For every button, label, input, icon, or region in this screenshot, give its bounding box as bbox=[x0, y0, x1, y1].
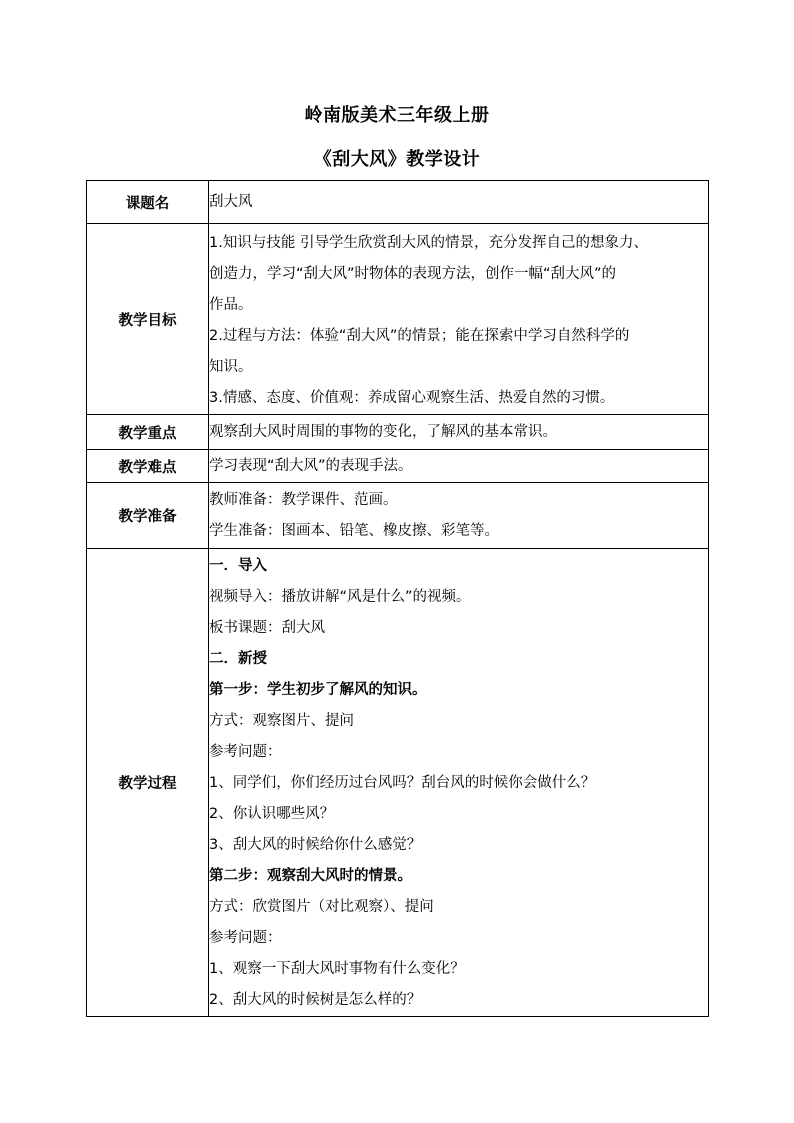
goal-line: 3.情感、态度、价值观：养成留心观察生活、热爱自然的习惯。 bbox=[209, 390, 615, 406]
process-line: 方式：欣赏图片（对比观察）、提问 bbox=[209, 898, 434, 915]
document-subtitle: 《刮大风》教学设计 bbox=[313, 149, 481, 170]
preparation-line: 教师准备：教学课件、范画。 bbox=[209, 491, 398, 508]
goal-line: 2.过程与方法：体验“刮大风”的情景；能在探索中学习自然科学的 bbox=[209, 328, 630, 344]
goal-line: 知识。 bbox=[209, 359, 253, 375]
lesson-plan-table bbox=[86, 180, 709, 1017]
process-line: 参考问题： bbox=[209, 929, 282, 946]
process-line: 方式：观察图片、提问 bbox=[209, 712, 354, 729]
process-line: 1、观察一下刮大风时事物有什么变化？ bbox=[209, 960, 465, 977]
table-row-preparation bbox=[87, 483, 709, 549]
process-line: 板书课题：刮大风 bbox=[209, 619, 325, 636]
topic-value bbox=[209, 181, 709, 224]
goal-line: 1.知识与技能 引导学生欣赏刮大风的情景，充分发挥自己的想象力、 bbox=[209, 235, 648, 251]
process-line: 1、同学们，你们经历过台风吗？刮台风的时候你会做什么？ bbox=[209, 774, 596, 791]
process-section-heading: 一．导入 bbox=[209, 557, 267, 574]
preparation-label: 教学准备 bbox=[87, 483, 209, 549]
difficulties-label: 教学难点 bbox=[87, 450, 209, 483]
preparation-content bbox=[209, 483, 709, 549]
process-line: 参考问题： bbox=[209, 743, 282, 760]
process-line: 2、刮大风的时候树是怎么样的？ bbox=[209, 991, 422, 1008]
process-line: 3、刮大风的时候给你什么感觉？ bbox=[209, 836, 422, 853]
table-row-process bbox=[87, 549, 709, 1017]
process-line: 视频导入：播放讲解“风是什么”的视频。 bbox=[209, 588, 471, 605]
key-points-content bbox=[209, 415, 709, 450]
goals-label: 教学目标 bbox=[87, 224, 209, 415]
goals-content bbox=[209, 224, 709, 415]
key-points-text: 观察刮大风时周围的事物的变化，了解风的基本常识。 bbox=[209, 423, 557, 440]
topic-label: 课题名 bbox=[87, 181, 209, 224]
process-line: 2、你认识哪些风？ bbox=[209, 805, 335, 822]
process-step-heading: 第一步：学生初步了解风的知识。 bbox=[209, 681, 427, 698]
difficulties-text: 学习表现“刮大风”的表现手法。 bbox=[209, 457, 413, 474]
preparation-line: 学生准备：图画本、铅笔、橡皮擦、彩笔等。 bbox=[209, 522, 499, 539]
process-step-heading: 第二步：观察刮大风时的情景。 bbox=[209, 867, 412, 884]
topic-text: 刮大风 bbox=[209, 193, 253, 210]
process-content bbox=[209, 549, 709, 1017]
table-row-topic bbox=[87, 181, 709, 224]
difficulties-content bbox=[209, 450, 709, 483]
key-points-label: 教学重点 bbox=[87, 415, 209, 450]
process-section-heading: 二．新授 bbox=[209, 650, 267, 667]
table-row-key-points bbox=[87, 415, 709, 450]
process-label: 教学过程 bbox=[87, 549, 209, 1017]
document-title: 岭南版美术三年级上册 bbox=[304, 105, 490, 126]
goal-line: 作品。 bbox=[209, 297, 253, 313]
table-row-goals bbox=[87, 224, 709, 415]
table-row-difficulties bbox=[87, 450, 709, 483]
goal-line: 创造力，学习“刮大风”时物体的表现方法，创作一幅“刮大风”的 bbox=[209, 266, 617, 282]
